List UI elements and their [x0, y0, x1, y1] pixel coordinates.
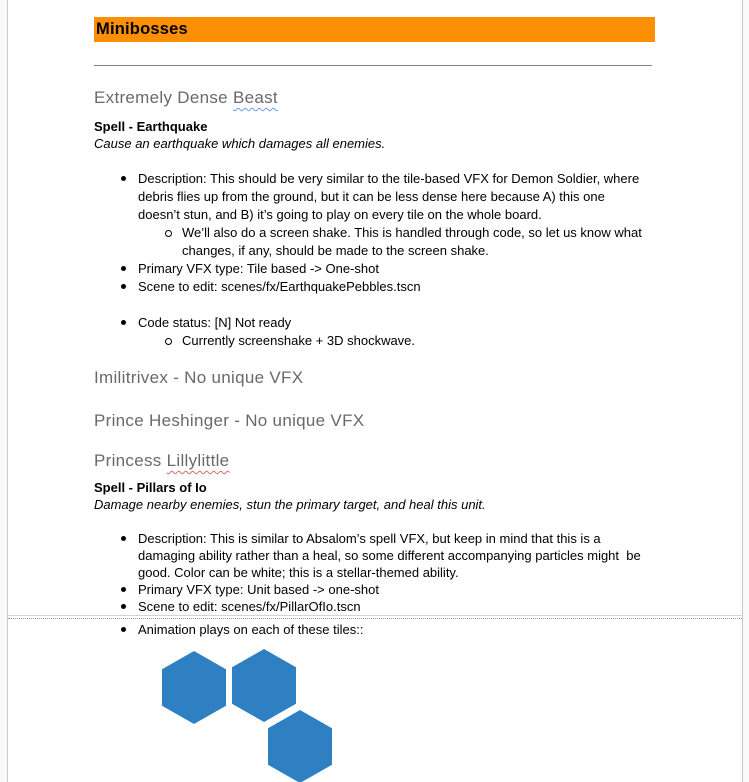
hex-tile	[268, 710, 332, 782]
list-item	[94, 170, 655, 224]
page-break-dotted-line	[8, 618, 743, 619]
list-item	[94, 598, 655, 615]
list-item-text: Scene to edit: scenes/fx/EarthquakePebbles.tscn	[138, 279, 421, 294]
hex-tile	[232, 649, 296, 722]
bullet-list-pillars-continued	[94, 621, 655, 639]
spell-flavor-earthquake: Cause an earthquake which damages all enemies.	[94, 136, 386, 151]
list-item	[94, 530, 655, 581]
spell-title-pillars-of-io: Spell - Pillars of Io	[94, 480, 207, 495]
heading-text: Princess	[94, 451, 167, 470]
list-item-sub	[94, 224, 655, 260]
document-content	[8, 17, 742, 782]
list-item-text: We’ll also do a screen shake. This is handled through code, so let us know what changes, if any, should be made to the screen shake.	[182, 225, 642, 258]
page-break-solid-line	[8, 615, 743, 616]
document-page[interactable]	[7, 0, 743, 782]
spell-title-earthquake: Spell - Earthquake	[94, 119, 208, 134]
doc-title-highlight	[94, 17, 655, 42]
list-item	[94, 314, 655, 332]
list-item-text: Description: This should be very similar to the tile-based VFX for Demon Soldier, where debris flies up from the ground, but it can be less dense here because A) this one doesn’t stun, and B) it’s going to play on every tile on the whole board.	[138, 171, 640, 222]
list-item-text: Description: This is similar to Absalom’s spell VFX, but keep in mind that this is a damaging ability rather than a heal, so some different accompanying particles might be good. Color can be white; this is a stellar-themed ability.	[138, 531, 641, 580]
list-item-text: Currently screenshake + 3D shockwave.	[182, 333, 416, 348]
section-heading-extremely-dense-beast	[94, 86, 655, 109]
list-item-sub	[94, 332, 655, 350]
bullet-list-pillars	[94, 530, 655, 615]
list-item-text: Code status: [N] Not ready	[138, 315, 292, 330]
spellcheck-word-red: Lillylittle	[166, 451, 230, 470]
section-heading-prince-heshinger: Prince Heshinger - No unique VFX	[94, 411, 365, 430]
spellcheck-word-blue: Beast	[232, 88, 278, 107]
doc-title: Minibosses	[96, 20, 188, 38]
list-item-text: Primary VFX type: Unit based -> one-shot	[138, 582, 379, 597]
hex-tile	[162, 651, 226, 724]
list-item	[94, 581, 655, 598]
spell-flavor-pillars-of-io: Damage nearby enemies, stun the primary target, and heal this unit.	[94, 497, 486, 512]
section-heading-princess-lillylittle	[94, 449, 655, 472]
list-item-text: Primary VFX type: Tile based -> One-shot	[138, 261, 379, 276]
list-item-text: Animation plays on each of these tiles::	[138, 622, 364, 637]
bullet-list-earthquake	[94, 170, 655, 350]
horizontal-rule	[94, 65, 652, 66]
list-item-text: Scene to edit: scenes/fx/PillarOfIo.tscn	[138, 599, 361, 614]
heading-text: Extremely Dense	[94, 88, 233, 107]
list-item	[94, 260, 655, 278]
page-break	[8, 615, 743, 619]
list-item	[94, 621, 655, 639]
section-heading-imilitrivex: Imilitrivex - No unique VFX	[94, 368, 304, 387]
hex-tiles-image[interactable]	[155, 649, 395, 782]
list-item	[94, 278, 655, 296]
